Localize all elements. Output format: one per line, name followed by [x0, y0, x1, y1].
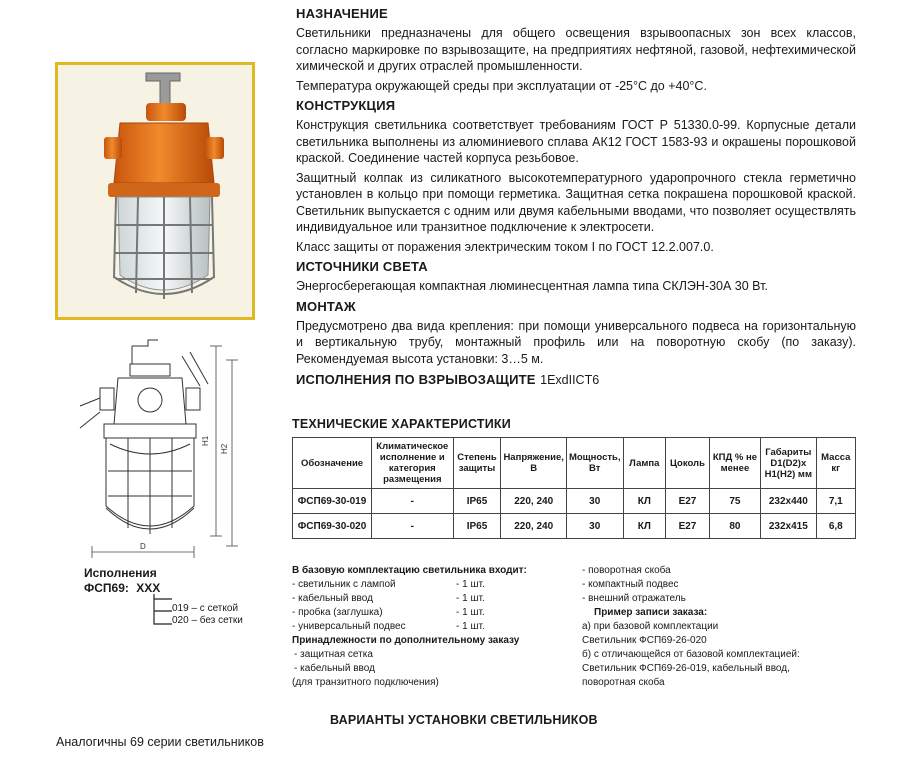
- table-cell: 7,1: [816, 489, 855, 514]
- table-cell: 220, 240: [501, 489, 567, 514]
- table-cell: 232х440: [761, 489, 817, 514]
- kit-item-qty: - 1 шт.: [456, 621, 485, 632]
- construction-heading: КОНСТРУКЦИЯ: [296, 98, 396, 113]
- variants-legend: [84, 566, 160, 596]
- table-cell: КЛ: [623, 489, 666, 514]
- kit-item: [292, 620, 562, 634]
- table-cell: Е27: [666, 514, 710, 539]
- explosion-line: [296, 371, 856, 389]
- table-cell: ФСП69-30-019: [293, 489, 372, 514]
- variant-019: 019 – с сеткой: [172, 603, 239, 614]
- accessory-item: - поворотная скоба: [582, 565, 671, 576]
- kit-item: [292, 606, 562, 620]
- table-row: [293, 514, 856, 539]
- col-dimensions: Габариты D1(D2)х H1(H2) мм: [761, 438, 817, 489]
- table-cell: 30: [566, 514, 623, 539]
- table-row: [293, 489, 856, 514]
- specs-header-row: [293, 438, 856, 489]
- purpose-paragraph-2: Температура окружающей среды при эксплуатации от -25°С до +40°С.: [296, 78, 707, 93]
- table-cell: 220, 240: [501, 514, 567, 539]
- variants-xxx: XXX: [136, 581, 161, 595]
- mounting-heading: МОНТАЖ: [296, 298, 356, 314]
- kit-item-qty: - 1 шт.: [456, 579, 485, 590]
- variants-code-line: [84, 581, 160, 596]
- order-line: Светильник ФСП69-26-020: [582, 635, 707, 646]
- order-line: а) при базовой комплектации: [582, 621, 719, 632]
- col-climate: Климатическое исполнение и категория размещения: [372, 438, 454, 489]
- specs-table: [292, 437, 856, 539]
- table-cell: КЛ: [623, 514, 666, 539]
- table-cell: Е27: [666, 489, 710, 514]
- variants-code: ФСП69:: [84, 581, 129, 595]
- lamp-dimension-drawing: [70, 336, 255, 566]
- kit-item: [292, 592, 562, 606]
- table-cell: ФСП69-30-020: [293, 514, 372, 539]
- kit-item-name: - универсальный подвес: [292, 621, 406, 632]
- col-designation: Обозначение: [293, 438, 372, 489]
- extra-heading: Принадлежности по дополнительному заказу: [292, 635, 520, 646]
- dim-h1-label: H1: [201, 435, 210, 446]
- purpose-heading: НАЗНАЧЕНИЕ: [296, 6, 388, 21]
- table-cell: 80: [709, 514, 760, 539]
- dim-h2-label: H2: [220, 443, 229, 454]
- kit-item-name: - пробка (заглушка): [292, 607, 383, 618]
- extra-item: (для транзитного подключения): [292, 677, 439, 688]
- main-text: [296, 6, 856, 389]
- table-cell: 232х415: [761, 514, 817, 539]
- col-protection: Степень защиты: [453, 438, 501, 489]
- table-cell: 6,8: [816, 514, 855, 539]
- order-block: [582, 564, 872, 690]
- install-heading: ВАРИАНТЫ УСТАНОВКИ СВЕТИЛЬНИКОВ: [330, 713, 598, 727]
- construction-paragraph-1: Конструкция светильника соответствует требованиям ГОСТ Р 51330.0-99. Корпусные детали светильника выполнены из алюминиевого сплава АК12 ГОСТ 1583-93 и окрашены порошковой краской. Соединение частей корпуса резьбовое.: [296, 118, 856, 165]
- product-photo: [55, 62, 255, 320]
- mounting-paragraph: Предусмотрено два вида крепления: при помощи универсального подвеса на горизонтальную и вертикальную трубу, монтажный профиль или на поворотную скобу (по заказу). Рекомендуемая высота установки: 3…5 м.: [296, 318, 856, 366]
- light-sources-heading: ИСТОЧНИКИ СВЕТА: [296, 259, 428, 274]
- col-lamp: Лампа: [623, 438, 666, 489]
- purpose-paragraph-1: Светильники предназначены для общего освещения взрывоопасных зон всех классов, согласно маркировке по взрывозащите, на предприятиях нефтяной, газовой, нефтехимической химической и других отраслей промышленности.: [296, 26, 856, 73]
- table-cell: 75: [709, 489, 760, 514]
- kit-item: [292, 578, 562, 592]
- kit-item-name: - светильник с лампой: [292, 579, 396, 590]
- construction-paragraph-3: Класс защиты от поражения электрическим током I по ГОСТ 12.2.007.0.: [296, 239, 714, 254]
- table-cell: -: [372, 514, 454, 539]
- kit-item-name: - кабельный ввод: [292, 593, 373, 604]
- extra-item: - защитная сетка: [294, 649, 373, 660]
- explosion-value: 1ExdIICT6: [540, 373, 600, 387]
- accessory-item: - компактный подвес: [582, 579, 679, 590]
- kit-block: [292, 564, 562, 690]
- order-line: поворотная скоба: [582, 677, 665, 688]
- table-cell: 30: [566, 489, 623, 514]
- col-mass: Масса кг: [816, 438, 855, 489]
- dim-d-label: D: [140, 542, 146, 551]
- table-cell: IP65: [453, 514, 501, 539]
- variant-020: 020 – без сетки: [172, 615, 243, 626]
- col-efficiency: КПД % не менее: [709, 438, 760, 489]
- technical-drawing: [70, 336, 255, 571]
- table-cell: IP65: [453, 489, 501, 514]
- col-socket: Цоколь: [666, 438, 710, 489]
- col-power: Мощность, Вт: [566, 438, 623, 489]
- variants-list: [172, 603, 243, 627]
- construction-paragraph-2: Защитный колпак из силикатного высокотемпературного ударопрочного стекла герметично установлен в кольцо при помощи герметика. Защитная сетка покрашена порошковой краской. Светильник выпускается с одним или двумя кабельными вводами, что позволяет осуществлять индивидуальное или транзитное подключение к электросети.: [296, 170, 856, 234]
- variants-bracket-icon: [150, 594, 174, 628]
- light-sources-paragraph: Энергосберегающая компактная люминесцентная лампа типа СКЛЭН-30А 30 Вт.: [296, 279, 768, 293]
- lamp-photo-illustration: [58, 65, 252, 317]
- kit-heading: В базовую комплектацию светильника входит:: [292, 565, 527, 576]
- col-voltage: Напряжение, В: [501, 438, 567, 489]
- order-heading: Пример записи заказа:: [594, 607, 708, 618]
- variants-title: Исполнения: [84, 566, 157, 580]
- analog-note: Аналогичны 69 серии светильников: [56, 735, 264, 749]
- order-line: Светильник ФСП69-26-019, кабельный ввод,: [582, 663, 790, 674]
- table-cell: -: [372, 489, 454, 514]
- explosion-heading: ИСПОЛНЕНИЯ ПО ВЗРЫВОЗАЩИТЕ: [296, 372, 536, 387]
- order-line: б) с отличающейся от базовой комплектацией:: [582, 649, 800, 660]
- accessory-item: - внешний отражатель: [582, 593, 686, 604]
- extra-item: - кабельный ввод: [294, 663, 375, 674]
- specs-heading: ТЕХНИЧЕСКИЕ ХАРАКТЕРИСТИКИ: [292, 417, 511, 431]
- kit-item-qty: - 1 шт.: [456, 593, 485, 604]
- kit-item-qty: - 1 шт.: [456, 607, 485, 618]
